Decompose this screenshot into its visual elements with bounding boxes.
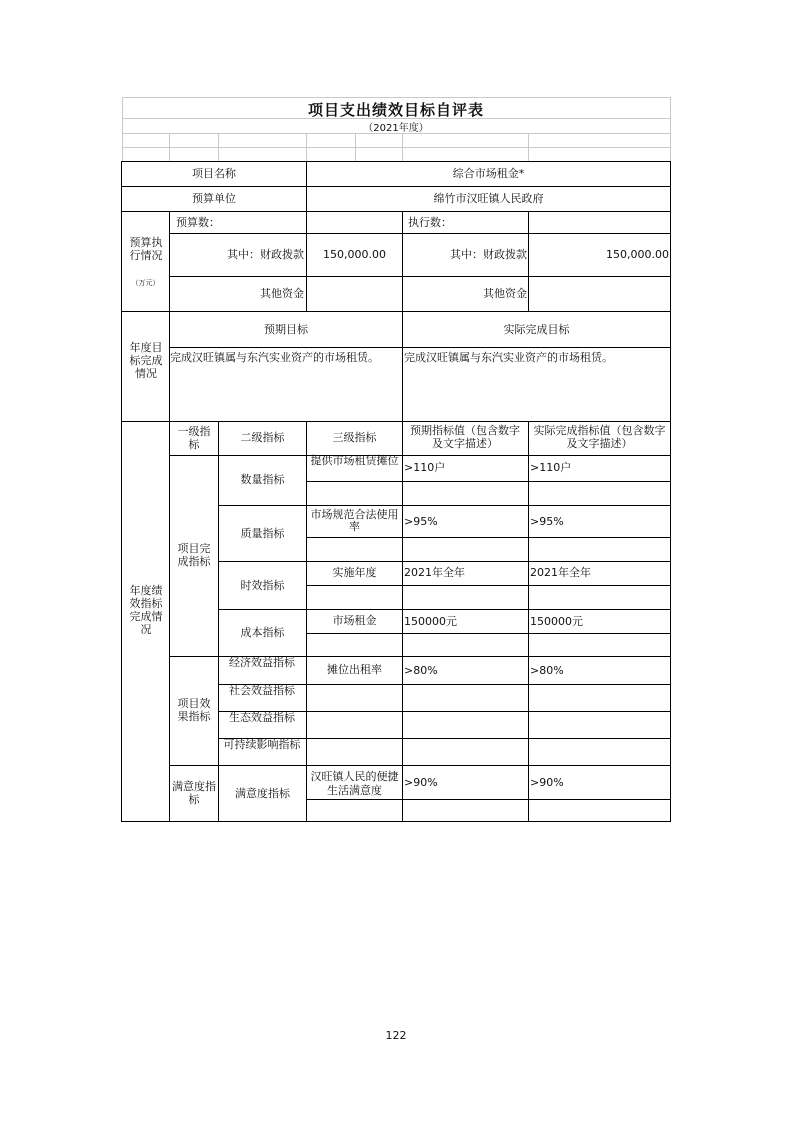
other-exec-label: 其他资金 [483,287,527,300]
col-expected-header: 预期指标值（包含数字及文字描述） [410,424,520,450]
project-name-value: 综合市场租金* [452,167,525,180]
col-level3-header: 三级指标 [332,431,377,444]
quantity-expected: >110户 [404,461,446,474]
fiscal-exec-value: 150,000.00 [606,248,669,261]
economic-expected: >80% [404,664,438,677]
fiscal-budget-value: 150,000.00 [323,248,386,261]
quantity-indicator-label: 数量指标 [240,473,285,486]
fiscal-budget-label: 其中：财政拨款 [227,248,304,261]
satisfaction-indicator-label: 满意度指标 [235,787,290,800]
document-subtitle: （2021年度） [363,123,429,134]
economic-actual: >80% [530,664,564,677]
satisfaction-actual: >90% [530,776,564,789]
time-actual: 2021年全年 [530,566,591,579]
quality-indicator-label: 质量指标 [240,527,285,540]
group-effect-label: 项目效果指标 [177,697,211,723]
satisfaction-expected: >90% [404,776,438,789]
document-title: 项目支出绩效目标自评表 [307,101,484,119]
social-indicator-label: 社会效益指标 [229,684,295,697]
project-name-label: 项目名称 [192,167,236,180]
other-budget-label: 其他资金 [260,287,304,300]
exec-total-label: 执行数： [408,216,452,229]
economic-l3: 摊位出租率 [327,663,382,676]
page-number: 122 [385,1029,407,1042]
col-level2-header: 二级指标 [240,431,285,444]
cost-expected: 150000元 [404,615,457,628]
quantity-actual: >110户 [530,461,572,474]
quantity-l3: 提供市场租赁摊位 [310,454,399,467]
actual-target-text: 完成汉旺镇属与东汽实业资产的市场租赁。 [404,351,613,364]
satisfaction-l3: 汉旺镇人民的便捷生活满意度 [310,770,399,797]
annual-section-label: 年度目标完成情况 [129,341,163,380]
cost-indicator-label: 成本指标 [240,626,285,639]
quality-actual: >95% [530,515,564,528]
col-level1-header: 一级指标 [177,425,211,451]
performance-section-label: 年度绩效指标完成情况 [129,584,163,636]
quality-l3: 市场规范合法使用率 [310,508,399,533]
time-expected: 2021年全年 [404,566,465,579]
sustainability-indicator-label: 可持续影响指标 [223,738,301,751]
budget-section-unit: （万元） [131,279,160,287]
time-indicator-label: 时效指标 [240,579,285,592]
quality-expected: >95% [404,515,438,528]
budget-section-label: 预算执行情况 [129,236,163,262]
expected-target-header: 预期目标 [264,323,308,336]
col-actual-header: 实际完成指标值（包含数字及文字描述） [533,424,666,450]
time-l3: 实施年度 [332,566,377,579]
budget-unit-value: 绵竹市汉旺镇人民政府 [433,192,544,205]
actual-target-header: 实际完成目标 [503,323,570,336]
group-completion-label: 项目完成指标 [177,542,211,568]
cost-actual: 150000元 [530,615,583,628]
fiscal-exec-label: 其中：财政拨款 [450,248,527,261]
expected-target-text: 完成汉旺镇属与东汽实业资产的市场租赁。 [170,351,379,364]
cost-l3: 市场租金 [332,614,377,627]
group-satisfaction-label: 满意度指标 [172,780,216,806]
budget-unit-label: 预算单位 [192,192,236,205]
ecological-indicator-label: 生态效益指标 [229,711,295,724]
economic-indicator-label: 经济效益指标 [229,656,295,669]
budget-total-label: 预算数： [176,216,220,229]
